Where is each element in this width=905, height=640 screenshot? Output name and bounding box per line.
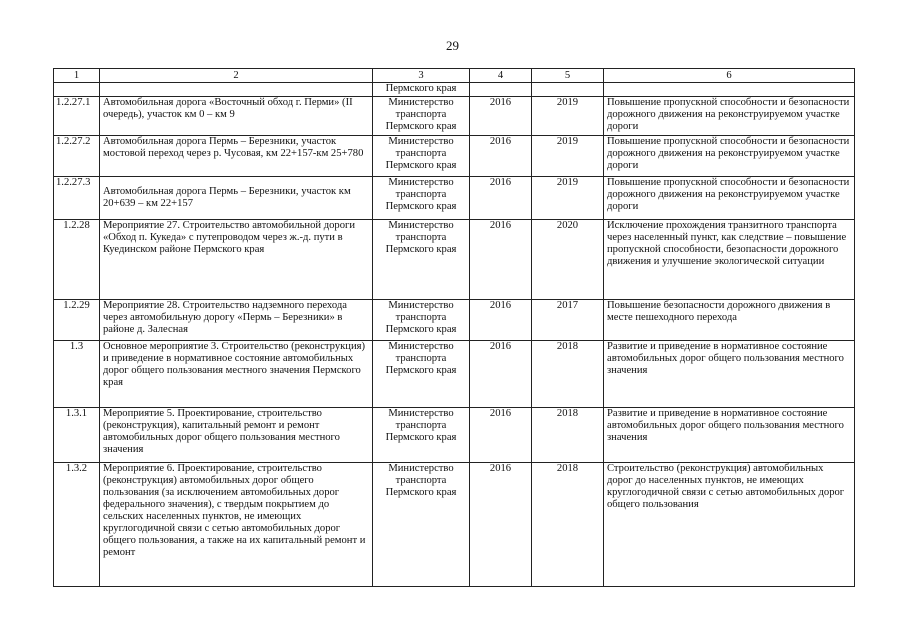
end-year: 2018	[532, 341, 604, 408]
page-number: 29	[446, 38, 459, 53]
responsible-cell: Министерство транспорта Пермского края	[373, 136, 470, 177]
program-table	[53, 68, 855, 587]
row-result: Исключение прохождения транзитного транспорта через населенный пункт, как следствие – повышение пропускной способности, безопасности дорожного движения и улучшение экологической ситуации	[604, 220, 855, 300]
row-result: Повышение пропускной способности и безопасности дорожного движения на реконструируемом участке дороги	[604, 97, 855, 136]
row-number: 1.2.27.2	[54, 136, 100, 177]
responsible-cell: Министерство транспорта Пермского края	[373, 408, 470, 463]
row-number: 1.2.28	[54, 220, 100, 300]
responsible-cell: Министерство транспорта Пермского края	[373, 177, 470, 220]
row-number: 1.2.27.3	[54, 177, 100, 220]
start-year: 2016	[470, 97, 532, 136]
row-name: Мероприятие 28. Строительство надземного перехода через автомобильную дорогу «Пермь – Березники» в районе д. Залесная	[100, 300, 373, 341]
row-result: Строительство (реконструкция) автомобильных дорог до населенных пунктов, не имеющих круглогодичной связи с сетью автомобильных дорог общего пользования	[604, 463, 855, 587]
responsible-cell: Министерство транспорта Пермского края	[373, 97, 470, 136]
start-year: 2016	[470, 136, 532, 177]
row-number: 1.2.27.1	[54, 97, 100, 136]
table-row	[54, 408, 855, 463]
start-year: 2016	[470, 177, 532, 220]
table-row	[54, 300, 855, 341]
continuation-row	[54, 83, 855, 97]
row-number: 1.3.2	[54, 463, 100, 587]
header-cell: 5	[532, 69, 604, 83]
row-result: Развитие и приведение в нормативное состояние автомобильных дорог общего пользования местного значения	[604, 341, 855, 408]
row-name: Автомобильная дорога Пермь – Березники, участок мостовой переход через р. Чусовая, км 22+157-км 25+780	[100, 136, 373, 177]
responsible-cell: Министерство транспорта Пермского края	[373, 300, 470, 341]
table-row	[54, 136, 855, 177]
header-cell: 6	[604, 69, 855, 83]
table-row	[54, 341, 855, 408]
start-year: 2016	[470, 341, 532, 408]
row-result: Повышение пропускной способности и безопасности дорожного движения на реконструируемом участке дороги	[604, 177, 855, 220]
start-year: 2016	[470, 463, 532, 587]
header-cell: 1	[54, 69, 100, 83]
end-year: 2019	[532, 136, 604, 177]
row-name: Мероприятие 5. Проектирование, строительство (реконструкция), капитальный ремонт и ремонт автомобильных дорог общего пользования местного значения	[100, 408, 373, 463]
row-name: Автомобильная дорога Пермь – Березники, участок км 20+639 – км 22+157	[100, 177, 373, 220]
end-year: 2019	[532, 97, 604, 136]
table-row	[54, 463, 855, 587]
row-result: Повышение безопасности дорожного движения в месте пешеходного перехода	[604, 300, 855, 341]
table-row	[54, 97, 855, 136]
end-year: 2017	[532, 300, 604, 341]
row-number: 1.3	[54, 341, 100, 408]
end-year: 2018	[532, 463, 604, 587]
start-year: 2016	[470, 300, 532, 341]
row-name: Мероприятие 27. Строительство автомобильной дороги «Обход п. Кукеда» с путепроводом через ж.-д. пути в Куединском районе Пермского края	[100, 220, 373, 300]
start-year: 2016	[470, 220, 532, 300]
header-cell: 2	[100, 69, 373, 83]
row-result: Развитие и приведение в нормативное состояние автомобильных дорог общего пользования местного значения	[604, 408, 855, 463]
row-name: Основное мероприятие 3. Строительство (реконструкция) и приведение в нормативное состояние автомобильных дорог общего пользования местного значения Пермского края	[100, 341, 373, 408]
row-number: 1.3.1	[54, 408, 100, 463]
end-year: 2019	[532, 177, 604, 220]
end-year: 2018	[532, 408, 604, 463]
table-header-row	[54, 69, 855, 83]
responsible-cell: Министерство транспорта Пермского края	[373, 220, 470, 300]
table-row	[54, 220, 855, 300]
row-number: 1.2.29	[54, 300, 100, 341]
row-name: Автомобильная дорога «Восточный обход г. Перми» (II очередь), участок км 0 – км 9	[100, 97, 373, 136]
start-year: 2016	[470, 408, 532, 463]
header-cell: 3	[373, 69, 470, 83]
row-result: Повышение пропускной способности и безопасности дорожного движения на реконструируемом участке дороги	[604, 136, 855, 177]
responsible-cell: Министерство транспорта Пермского края	[373, 341, 470, 408]
table-row	[54, 177, 855, 220]
header-cell: 4	[470, 69, 532, 83]
row-name: Мероприятие 6. Проектирование, строительство (реконструкция) автомобильных дорог общего пользования (за исключением автомобильных дорог федерального значения), с твердым покрытием до сельских населенных пунктов, не имеющих круглогодичной связи с сетью автомобильных дорог общего пользования, а также на их капитальный ремонт и ремонт	[100, 463, 373, 587]
end-year: 2020	[532, 220, 604, 300]
responsible-cell: Министерство транспорта Пермского края	[373, 463, 470, 587]
responsible-cell: Пермского края	[373, 83, 470, 97]
